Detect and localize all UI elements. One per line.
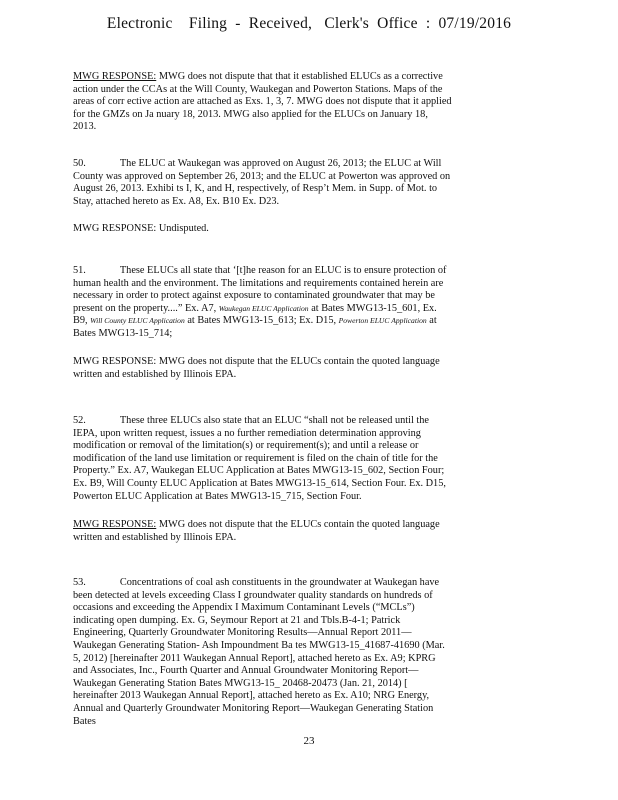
page-number: 23	[303, 735, 315, 747]
paragraph-number: 53.	[73, 577, 86, 588]
paragraph-51	[73, 265, 453, 341]
paragraph-text: at Bates MWG13-15_714;	[73, 315, 437, 339]
response-paragraph-50: MWG RESPONSE: Undisputed.	[73, 223, 209, 234]
will-county-application-title: Will County ELUC Application	[90, 316, 185, 326]
paragraph-text: at Bates MWG13-15_613; Ex. D15,	[187, 315, 337, 327]
paragraph-53	[73, 577, 453, 728]
filing-header: Electronic Filing - Received, Clerk's Office : 07/19/2016	[106, 15, 512, 32]
response-text: MWG does not dispute that that it established ELUCs as a corrective action under the CCAs at the Will County, Waukegan and Powerton Stations. Maps of the areas of corr ective action are attached as Exs. 1, 3, 7. MWG does not dispute that it applied for the GMZs on Ja nuary 18, 2013. MWG also applied for the ELUCs on January 18, 2013.	[73, 71, 452, 133]
response-label: MWG RESPONSE:	[73, 519, 157, 530]
powerton-application-title: Powerton ELUC Application	[338, 316, 427, 326]
waukegan-application-title: Waukegan ELUC Application	[218, 303, 309, 313]
paragraph-text: at Bates MWG13-15_601, Ex. B9,	[73, 302, 437, 327]
paragraph-text: The ELUC at Waukegan was approved on August 26, 2013; the ELUC at Will County was approved on September 26, 2013; and the ELUC at Powerton was approved on August 26, 2013. Exhibi ts I, K, and H, respectively, of Resp’t Mem. in Supp. of Mot. to Stay, attached hereto as Ex. A8, Ex. B10 Ex. D23.	[73, 158, 451, 207]
paragraph-number: 51.	[73, 265, 86, 276]
paragraph-text: These three ELUCs also state that an ELUC “shall not be released until the IEPA, upon written request, issues a no further remediation determination approving modification or removal of the limitation(s) or requirement(s); and until a release or modification of the land use limitation or requirement is filed on the chain of title for the Property.” Ex. A7, Waukegan ELUC Application at Bates MWG13-15_602, Section Four; Ex. B9, Will County ELUC Application at Bates MWG13-15_614, Section Four. Ex. D15, Powerton ELUC Application at Bates MWG13-15_715, Section Four.	[73, 415, 446, 502]
response-paragraph-49	[73, 71, 453, 134]
paragraph-52	[73, 415, 453, 503]
paragraph-text: These ELUCs all state that ‘[t]he reason for an ELUC is to ensure protection of human health and the environment. The limitations and requirements contained herein are necessary in order to protect against exposure to contaminated groundwater that may be present on the property....” Ex. A7,	[73, 265, 447, 314]
response-label: MWG RESPONSE:	[73, 71, 157, 82]
paragraph-number: 50.	[73, 158, 86, 169]
paragraph-number: 52.	[73, 415, 86, 426]
paragraph-text: Concentrations of coal ash constituents in the groundwater at Waukegan have been detected at levels exceeding Class I groundwater quality standards on hundreds of occasions and exceeding the Appendix I Maximum Contaminant Levels (“MCLs”) indicating open dumping. Ex. G, Seymour Report at 21 and Tbls.B-4-1; Patrick Engineering, Quarterly Groundwater Monitoring Results—Annual Report 2011—Waukegan Generating Station- Ash Impoundment Ba tes MWG13-15_41687-41690 (Mar. 5, 2012) [hereinafter 2011 Waukegan Annual Report], attached hereto as Ex. A9; KPRG and Associates, Inc., Fourth Quarter and Annual Groundwater Monitoring Report—Waukegan Generating Station Bates MWG13-15_ 20468-20473 (Jan. 21, 2014) [ hereinafter 2013 Waukegan Annual Report], attached hereto as Ex. A10; NRG Energy, Annual and Quarterly Groundwater Monitoring Report—Waukegan Generating Station Bates	[73, 577, 445, 727]
paragraph-50	[73, 158, 453, 208]
response-paragraph-51: MWG RESPONSE: MWG does not dispute that the ELUCs contain the quoted language written and established by Illinois EPA.	[73, 356, 440, 380]
response-text: MWG does not dispute that the ELUCs contain the quoted language written and established by Illinois EPA.	[73, 519, 440, 543]
response-paragraph-52	[73, 519, 453, 544]
